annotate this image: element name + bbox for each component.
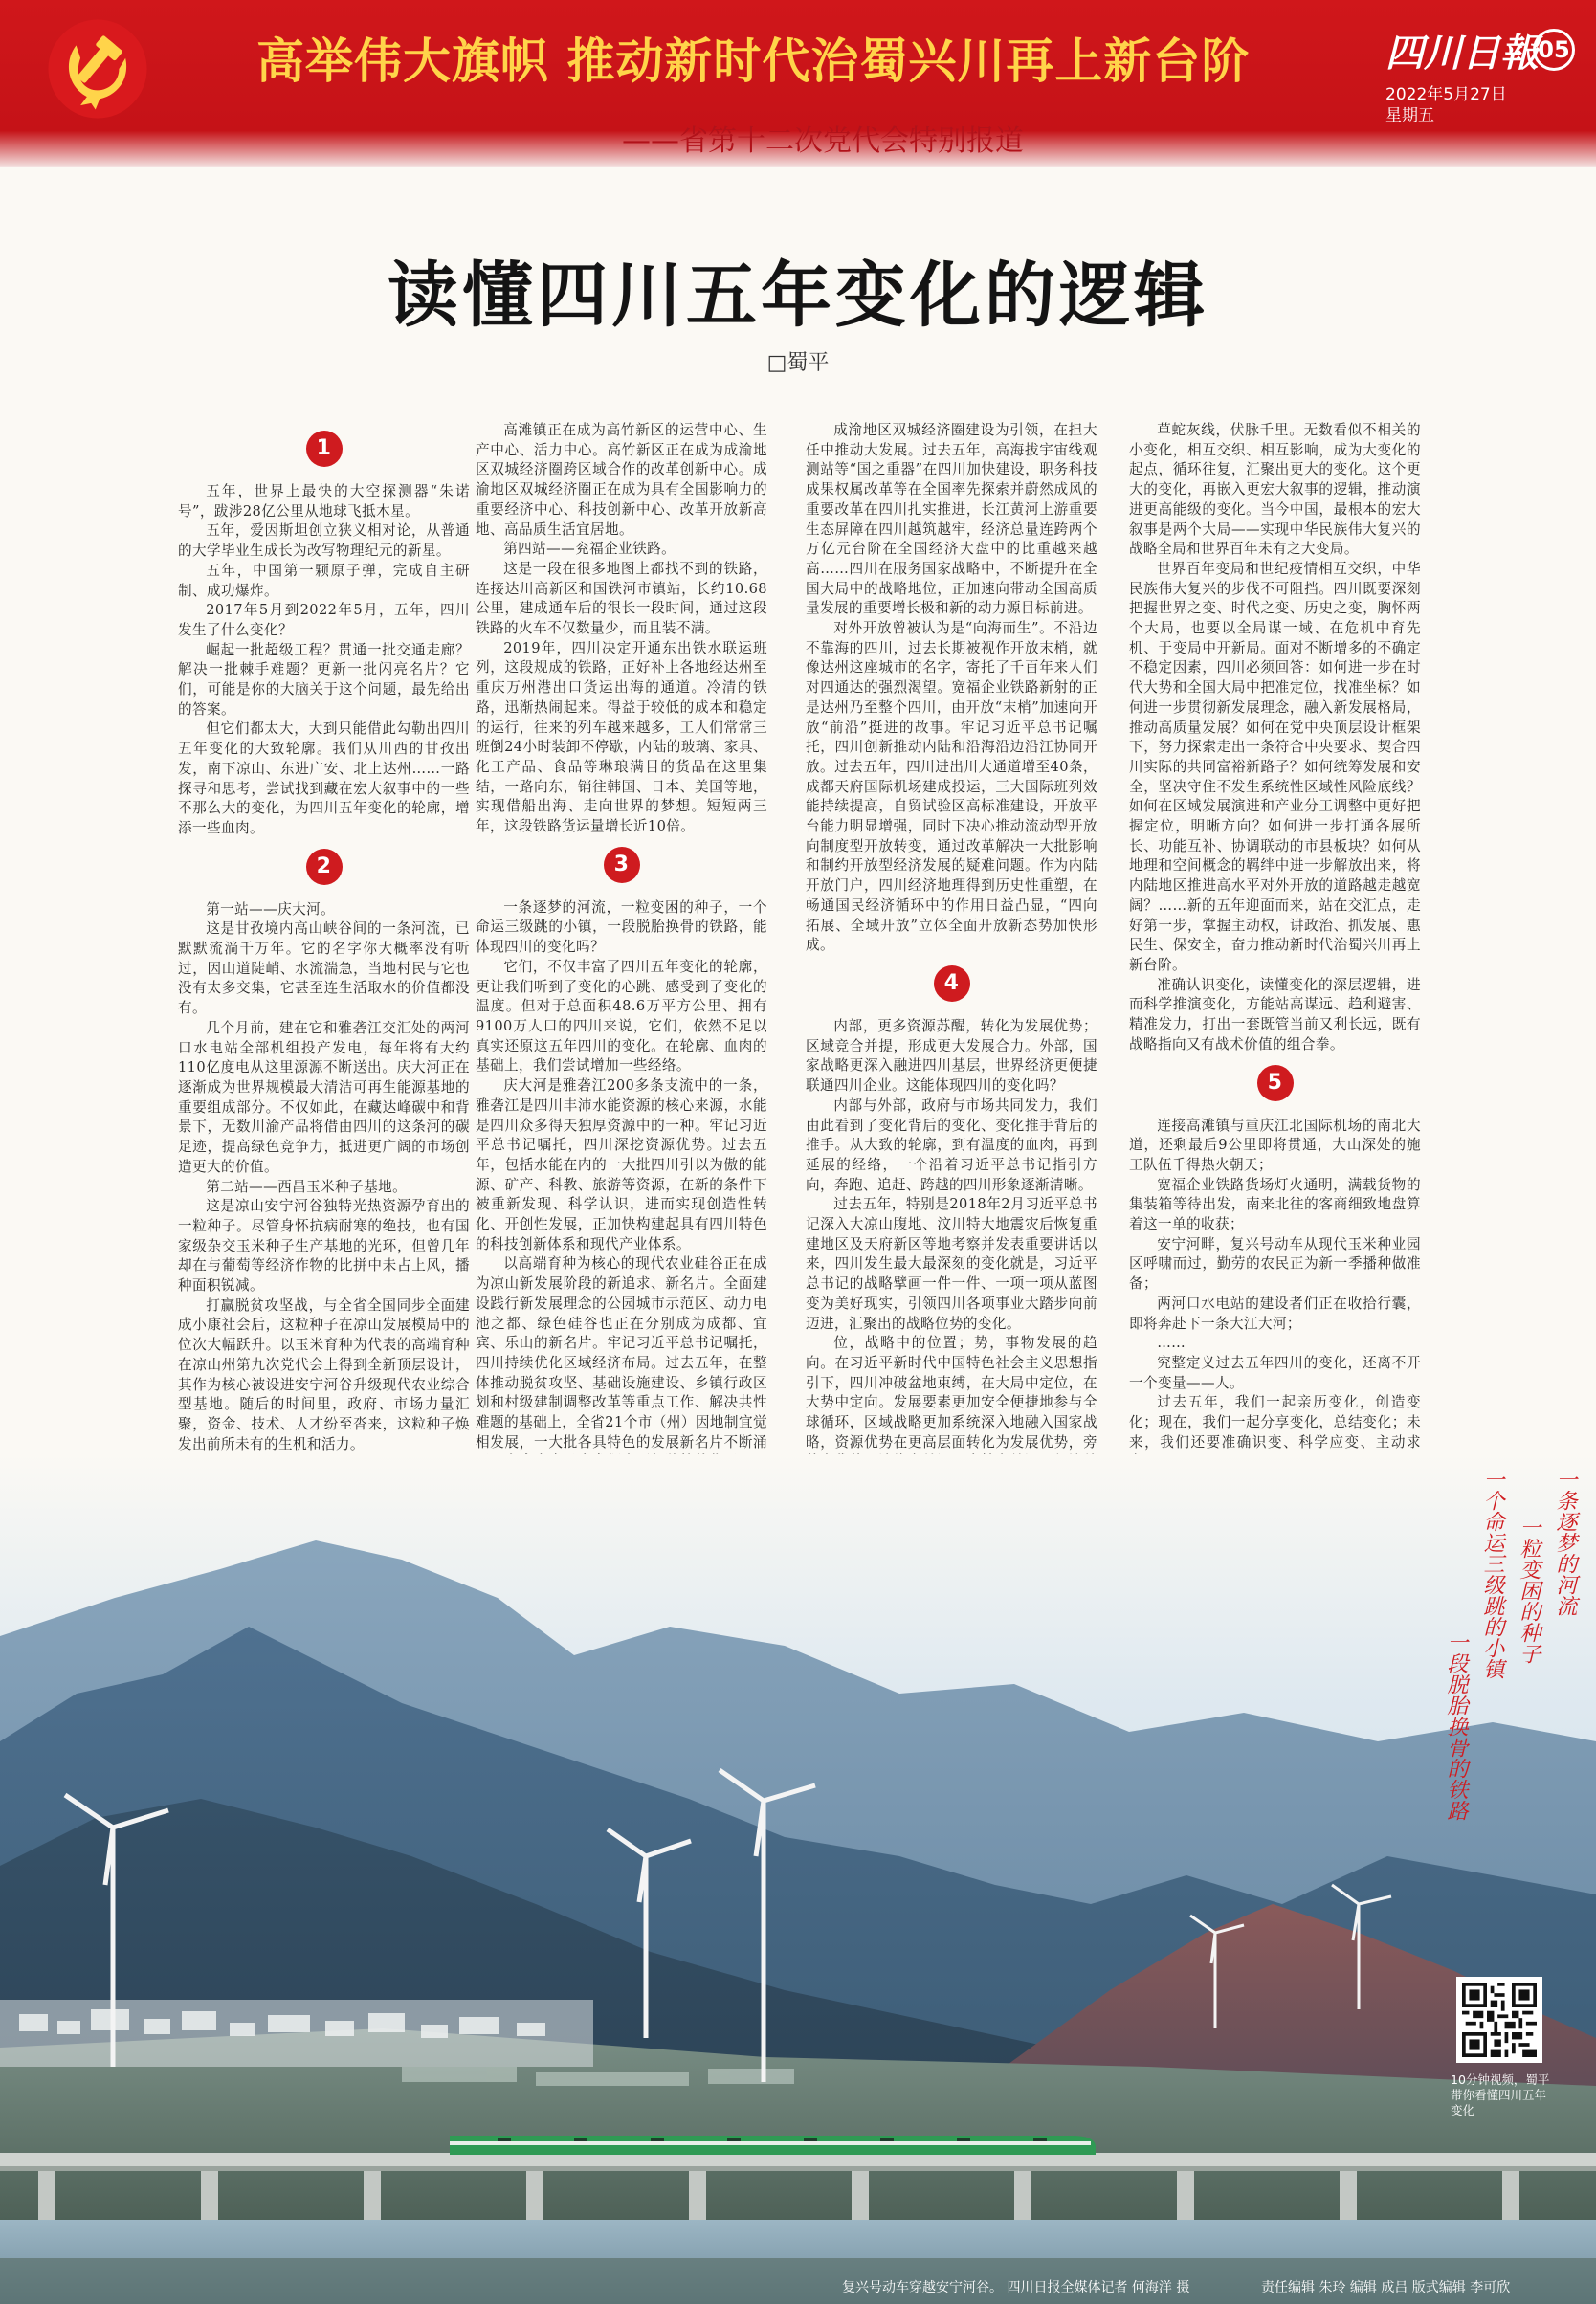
qr-code-icon[interactable]	[1456, 1977, 1542, 2063]
paragraph: 以高端育种为核心的现代农业硅谷正在成为凉山新发展阶段的新追求、新名片。全面建设践行新发展理念的公园城市示范区、动力电池之都、绿色硅谷也正在分别成为成都、宜宾、乐山的新名片。牢记习近平总书记嘱托，四川持续优化区域经济布局。过去五年，在整体推动脱贫攻坚、基础设施建设、乡镇行政区划和村级建制调整改革等重点工作、解决共性难题的基础上，全省21个市（州）因地制宜觉相发展，一大批各具特色的发展新名片不断涌	[476, 1255, 767, 1451]
tagline-river: 一条逐梦的河流	[1553, 1469, 1577, 1616]
paragraph: 两河口水电站的建设者们正在收拾行囊，即将奔赴下一条大江大河；	[1129, 1295, 1421, 1332]
paragraph: 庆大河是雅砻江200多条支流中的一条，雅砻江是四川丰沛水能资源的核心来源，水能是四川众多得天独厚资源中的一种。牢记习近平总书记嘱托，四川深挖资源优势。过去五年，包括水能在内的一大批四川引以为傲的能源、矿产、科教、旅游等资源，在新的条件下被重新发现、科学认识，进而实现创造性转化、开创性发展，正加快构建起具有四川特色的科技创新体系和现代产业体系。	[476, 1077, 767, 1252]
party-emblem-icon	[44, 15, 151, 122]
masthead	[0, 0, 1596, 167]
paragraph: 过去五年，特别是2018年2月习近平总书记深入大凉山腹地、汶川特大地震灾后恢复重建地区及天府新区等地考察并发表重要讲话以来，四川发生最大最深刻的变化就是，习近平总书记的战略擘画一件一件、一项一项从蓝图变为美好现实，引领四川各项事业大踏步向前迈进，汇聚出的战略位势的变化。	[806, 1196, 1097, 1332]
section-badge: 4	[806, 965, 1097, 1002]
paragraph: 这是凉山安宁河谷独特光热资源孕育出的一粒种子。尽管身怀抗病耐寒的绝技，也有国家级杂交玉米种子生产基地的光环，但曾几年却在与葡萄等经济作物的比拼中未占上风，播种面积锐减。	[178, 1198, 470, 1295]
paragraph: 这是甘孜境内高山峡谷间的一条河流，已默默流淌千万年。它的名字你大概率没有听过，因山道陡峭、水流湍急，当地村民与它也没有太多交集，它甚至连生活取水的价值都没有。	[178, 920, 470, 1017]
paragraph: 2019年，四川决定开通东出铁水联运班列，这段规成的铁路，正好补上各地经达州至重庆万州港出口货运出海的通道。冷清的铁路，迅渐热闹起来。得益于较低的成本和稳定的运行，往来的列车越来越多，工人们常常三班倒24小时装卸不停歇，内陆的玻璃、家具、化工产品、食品等琳琅满目的货品在这里集结，一路向东，销往韩国、日本、美国等地，实现借船出海、走向世界的梦想。短短两三年，这段铁路货运量增长近10倍。	[476, 639, 767, 835]
paragraph: 2017年5月到2022年5月，五年，四川发生了什么变化？	[178, 602, 470, 638]
paragraph: 打赢脱贫攻坚战，与全省全国同步全面建成小康社会后，这粒种子在凉山发展模局中的位次大幅跃升。以玉米育种为代表的高端育种在凉山州第九次党代会上得到全新顶层设计，其作为核心被设进安宁河谷升级现代农业综合型基地。随后的时间里，政府、市场力量汇聚，资金、技术、人才纷至沓来，这粒种子焕发出前所未有的生机和活力。	[178, 1296, 470, 1452]
paragraph: 宽福企业铁路货场灯火通明，满载货物的集装箱等待出发，南来北往的客商细致地盘算着这一单的收获；	[1129, 1176, 1421, 1233]
tagline-town: 一个命运三级跳的小镇	[1480, 1469, 1504, 1679]
paragraph: 几个月前，建在它和雅砻江交汇处的两河口水电站全部机组投产发电，每年将有大约110亿度电从这里源源不断送出。庆大河正在逐渐成为世界规模最大清洁可再生能源基地的重要组成部分。不仅如此，在藏达峰碳中和背景下，无数川渝产品将借由四川的这条河的碳足迹，提高绿色竞争力，抵进更广阔的市场创造更大的价值。	[178, 1019, 470, 1175]
vertical-taglines	[1435, 1469, 1596, 1947]
paragraph: 安宁河畔，复兴号动车从现代玉米种业园区呼啸而过，勤劳的农民正为新一季播种做准备；	[1129, 1235, 1421, 1293]
tagline-seed: 一粒变困的种子	[1517, 1517, 1541, 1664]
paragraph: 但它们都太大，大到只能借此勾勒出四川五年变化的大致轮廓。我们从川西的甘孜出发，南下凉山、东进广安、北上达州……一路探寻和思考，尝试找到藏在宏大叙事中的一些不那么大的变化，为四川五年变化的轮廓，增添一些血肉。	[178, 720, 470, 836]
paragraph: 位，战略中的位置；势，事物发展的趋向。在习近平新时代中国特色社会主义思想指引下，四川冲破盆地束缚，在大局中定位，在大势中定向。发展要素更加安全便捷地参与全球循环，区域战略更加系统深入地融入国家战略，资源优势在更高层面转化为发展优势，旁	[806, 1335, 1097, 1451]
paragraph: 这是一段在很多地图上都找不到的铁路，连接达川高新区和国铁河市镇站，长约10.68公里，建成通车后的很长一段时间，通过这段铁路的火车不仅数量少，而且装不满。	[476, 560, 767, 637]
article-column-2	[476, 421, 767, 1464]
page-number: 05	[1533, 29, 1575, 71]
issue-date: 2022年5月27日	[1385, 85, 1507, 104]
paragraph: 五年，世界上最快的大空探测器“朱诺号”，跋涉28亿公里从地球飞抵木星。	[178, 483, 470, 520]
editor-credits: 责任编辑 朱玲 编辑 成吕 版式编辑 李可欣	[1261, 2280, 1511, 2295]
banner-headline: 高举伟大旗帜 推动新时代治蜀兴川再上新台阶	[256, 33, 1251, 89]
paragraph: 草蛇灰线，伏脉千里。无数看似不相关的小变化，相互交织、相互影响，成为大变化的起点，循环往复，汇聚出更大的变化。这个更大的变化，再嵌入更宏大叙事的逻辑，推动演进更高能级的变化。当今中国，最根本的宏大叙事是两个大局——实现中华民族伟大复兴的战略全局和世界百年未有之大变局。	[1129, 422, 1421, 558]
paragraph: 世界百年变局和世纪疫情相互交织，中华民族伟大复兴的步伐不可阻挡。四川既要深刻把握世界之变、时代之变、历史之变，胸怀两个大局，也要以全局谋一域、在危机中育先机、于变局中开新局。面对不断增多的不确定不稳定因素，四川必须回答：如何进一步在时代大势和全国大局中把准定位，找准坐标？如何进一步贯彻新发展理念，融入新发展格局，推动高质量发展？如何在党中央顶层设计框架下，努力探索走出一条符合中央要求、契合四川实际的共同富裕新路子？如何统筹发展和安全，坚决守住不发生系统性区域性风险底线？如何在区域发展演进和产业分工调整中更好把握定位，明晰方向？如何进一步打通各展所长、功能互补、协调联动的市县板块？如何从地理和空间概念的羁绊中进一步解放出来，将内陆地区推进高水平对外开放的道路越走越宽阔？……新的五年迎面而来，站在交汇点，走好第一步，掌握主动权，讲政治、抓发展、惠民生、保安全，奋力推动新时代治蜀兴川再上新台阶。	[1129, 560, 1421, 973]
paragraph: 连接高滩镇与重庆江北国际机场的南北大道，还剩最后9公里即将贯通，大山深处的施工队伍千得热火朝天；	[1129, 1117, 1421, 1173]
paragraph: 过去五年，我们一起亲历变化，创造变化；现在，我们一起分享变化，总结变化；未来，我们还要准确识变、科学应变、主动求	[1129, 1394, 1421, 1451]
section-badge: 5	[1129, 1065, 1421, 1101]
paragraph: 内部，更多资源苏醒，转化为发展优势；区域竞合并提，形成更大发展合力。外部，国家战略更深入融进四川基层，世界经济更便捷联通四川企业。这能体现四川的变化吗？	[806, 1017, 1097, 1095]
article-column-3	[806, 421, 1097, 1464]
newspaper-logo: 四川日報	[1385, 31, 1539, 76]
article-column-1	[178, 421, 470, 1464]
article-column-4	[1129, 421, 1421, 1464]
paragraph: 对外开放曾被认为是“向海而生”。不沿边不靠海的四川，过去长期被视作开放末梢，就像达州这座城市的名字，寄托了千百年来人们对四通达的强烈渴望。宽福企业铁路新射的正是达州乃至整个四川，由开放“末梢”加速向开放“前沿”挺进的故事。牢记习近平总书记嘱托，四川创新推动内陆和沿海沿边沿江协同开放。过去五年，四川进出川大通道增至40条，成都天府国际机场建成投运，三大国际班列效能持续提高，自贸试验区高标准建设，开放平台能力明显增强，同时下决心推动流动型开放向制度型开放转变，通过改革解决一大批影响和制约开放型经济发展的疑难问题。作为内陆开放门户，四川经济地理得到历史性重塑，在畅通国民经济循环中的作用日益凸显，“四向拓展、全域开放”立体全面开放新态势加快形成。	[806, 620, 1097, 954]
article-title: 读懂四川五年变化的逻辑	[388, 255, 1208, 337]
paragraph: 第二站——西昌玉米种子基地。	[206, 1178, 408, 1195]
qr-caption: 10分钟视频，蜀平带你看懂四川五年变化	[1451, 2072, 1550, 2117]
paragraph: 它们，不仅丰富了四川五年变化的轮廓，更让我们听到了变化的心跳、感受到了变化的温度。但对于总面积48.6万平方公里、拥有9100万人口的四川来说，它们，依然不足以真实还原这五年四川的变化。在轮廓、血肉的基础上，我们尝试增加一些经络。	[476, 958, 767, 1074]
paragraph: 崛起一批超级工程？贯通一批交通走廊？解决一批棘手难题？更新一批闪亮名片？它们，可能是你的大脑关于这个问题，最先给出的答案。	[178, 641, 470, 718]
landscape-photo	[0, 1454, 1596, 2304]
issue-weekday: 星期五	[1385, 106, 1434, 125]
banner-subheadline: ——省第十二次党代会特别报道	[622, 124, 1024, 158]
section-badge: 3	[476, 847, 767, 883]
paragraph: 第四站——兖福企业铁路。	[503, 541, 676, 558]
paragraph: 五年，中国第一颗原子弹，完成自主研制、成功爆炸。	[178, 562, 470, 599]
paragraph: 第一站——庆大河。	[206, 900, 336, 918]
section-badge: 2	[178, 849, 470, 885]
paragraph: 准确认识变化，读懂变化的深层逻辑，进而科学推演变化，方能站高谋远、趋利避害、精准发力，打出一套既管当前又利长远，既有战略指向又有战术价值的组合拳。	[1129, 976, 1421, 1052]
section-badge: 1	[178, 431, 470, 467]
paragraph: 究整定义过去五年四川的变化，还离不开一个变量——人。	[1129, 1354, 1421, 1391]
paragraph: ……	[1157, 1335, 1186, 1352]
tagline-railway: 一段脱胎换骨的铁路	[1444, 1631, 1468, 1821]
paragraph: 内部与外部，政府与市场共同发力，我们由此看到了变化背后的变化、变化推手背后的推手。从大致的轮廓，到有温度的血肉，再到延展的经络，一个沿着习近平总书记指引方向，奔跑、追赶、跨越的四川形象逐渐清晰。	[806, 1097, 1097, 1193]
paragraph: 高滩镇正在成为高竹新区的运营中心、生产中心、活力中心。高竹新区正在成为成渝地区双城经济圈跨区域合作的改革创新中心。成渝地区双城经济圈正在成为具有全国影响力的重要经济中心、科技创新中心、改革开放新高地、高品质生活宜居地。	[476, 422, 767, 538]
paragraph: 成渝地区双城经济圈建设为引领，在担大任中推动大发展。过去五年，高海拔宇宙线观测站等“国之重器”在四川加快建设，职务科技成果权属改革等在全国率先探索并蔚然成风的重要改革在四川扎实推进，长江黄河上游重要生态屏障在四川越筑越牢，经济总量连跨两个万亿元台阶在全国经济大盘中的比重越来越高……四川在服务国家战略中，不断提升在全国大局中的战略地位，正加速向带动全国高质量发展的重要增长极和新的动力源目标前进。	[806, 422, 1097, 617]
photo-credit: 复兴号动车穿越安宁河谷。 四川日报全媒体记者 何海洋 摄	[842, 2280, 1190, 2295]
paragraph: 一条逐梦的河流，一粒变困的种子，一个命运三级跳的小镇，一段脱胎换骨的铁路，能体现四川的变化吗？	[476, 898, 767, 956]
paragraph: 五年，爱因斯坦创立狭义相对论，从普通的大学毕业生成长为改写物理纪元的新星。	[178, 522, 470, 560]
article-byline: □蜀平	[766, 351, 830, 375]
